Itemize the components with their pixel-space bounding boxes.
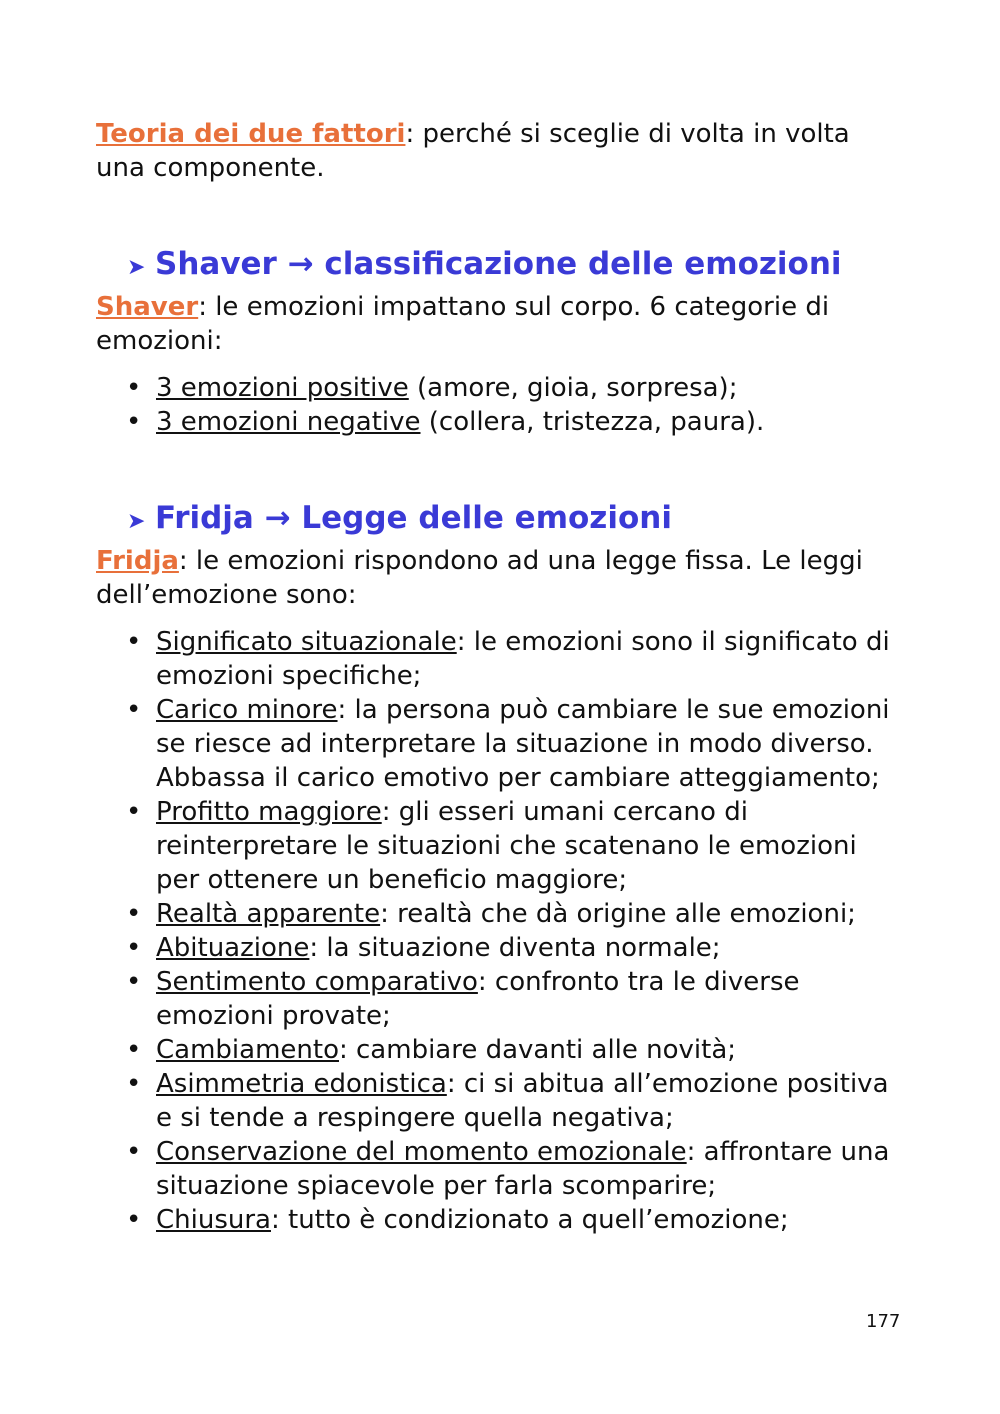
list-item [96,1067,896,1135]
list-item-text: : tutto è condizionato a quell’emozione; [270,1205,789,1235]
list-item [96,897,896,931]
list-item [96,693,896,795]
fridja-text: : le emozioni rispondono ad una legge fissa. Le leggi dell’emozione sono: [96,546,863,610]
bullet-icon: • [126,1137,142,1167]
list-item [96,625,896,693]
list-item-text: : ci si abitua all’emozione positiva e si tende a respingere quella negativa; [156,1069,889,1133]
bullet-icon: • [126,1205,142,1235]
list-item-label: Significato situazionale [156,627,457,657]
list-item-label: 3 emozioni negative [156,407,421,437]
bullet-icon: • [126,967,142,997]
list-item-text: (amore, gioia, sorpresa); [408,373,738,403]
list-item-text: : le emozioni sono il significato di emozioni specifiche; [156,627,890,691]
bullet-icon: • [126,1069,142,1099]
list-item-label: Chiusura [156,1205,271,1235]
list-item-label: Profitto maggiore [156,797,382,827]
bullet-icon: • [126,373,142,403]
list-item [96,1203,896,1237]
list-item-label: Realtà apparente [156,899,381,929]
list-item-label: Conservazione del momento emozionale [156,1137,687,1167]
fridja-list [96,625,896,1237]
list-item [96,371,896,405]
list-item-text: : gli esseri umani cercano di reinterpretare le situazioni che scatenano le emozioni per ottenere un beneficio maggiore; [156,797,857,895]
shaver-list [96,371,896,439]
intro-paragraph [96,117,896,185]
list-item-label: Abituazione [156,933,310,963]
bullet-icon: • [126,933,142,963]
list-item-text: : cambiare davanti alle novità; [338,1035,737,1065]
list-item-label: Sentimento comparativo [156,967,478,997]
list-item-label: 3 emozioni positive [156,373,409,403]
term-fridja: Fridja [96,546,179,576]
list-item-label: Carico minore [156,695,338,725]
list-item [96,965,896,1033]
bullet-icon: • [126,797,142,827]
list-item-text: : la persona può cambiare le sue emozioni se riesce ad interpretare la situazione in modo diverso. Abbassa il carico emotivo per cambiare atteggiamento; [156,695,890,793]
list-item-label: Cambiamento [156,1035,339,1065]
bullet-icon: • [126,1035,142,1065]
intro-text: : perché si sceglie di volta in volta una componente. [96,119,850,183]
list-item [96,1135,896,1203]
list-item-text: (collera, tristezza, paura). [420,407,765,437]
page-number: 177 [866,1311,901,1332]
fridja-paragraph [96,544,896,612]
list-item [96,405,896,439]
heading-shaver-text: Shaver → classificazione delle emozioni [155,246,842,282]
heading-shaver [127,245,842,287]
list-item [96,795,896,897]
heading-fridja-text: Fridja → Legge delle emozioni [155,500,672,536]
shaver-paragraph [96,290,896,358]
bullet-icon: • [126,407,142,437]
list-item-label: Asimmetria edonistica [156,1069,447,1099]
list-item-text: : affrontare una situazione spiacevole per farla scomparire; [156,1137,890,1201]
list-item [96,931,896,965]
arrow-bullet-icon: ➤ [127,509,146,534]
bullet-icon: • [126,695,142,725]
list-item [96,1033,896,1067]
shaver-text: : le emozioni impattano sul corpo. 6 categorie di emozioni: [96,292,830,356]
term-teoria-due-fattori: Teoria dei due fattori [96,119,406,149]
bullet-icon: • [126,627,142,657]
bullet-icon: • [126,899,142,929]
list-item-text: : realtà che dà origine alle emozioni; [380,899,856,929]
heading-fridja [127,499,672,541]
list-item-text: : la situazione diventa normale; [309,933,721,963]
list-item-text: : confronto tra le diverse emozioni provate; [156,967,800,1031]
arrow-bullet-icon: ➤ [127,255,146,280]
term-shaver: Shaver [96,292,199,322]
